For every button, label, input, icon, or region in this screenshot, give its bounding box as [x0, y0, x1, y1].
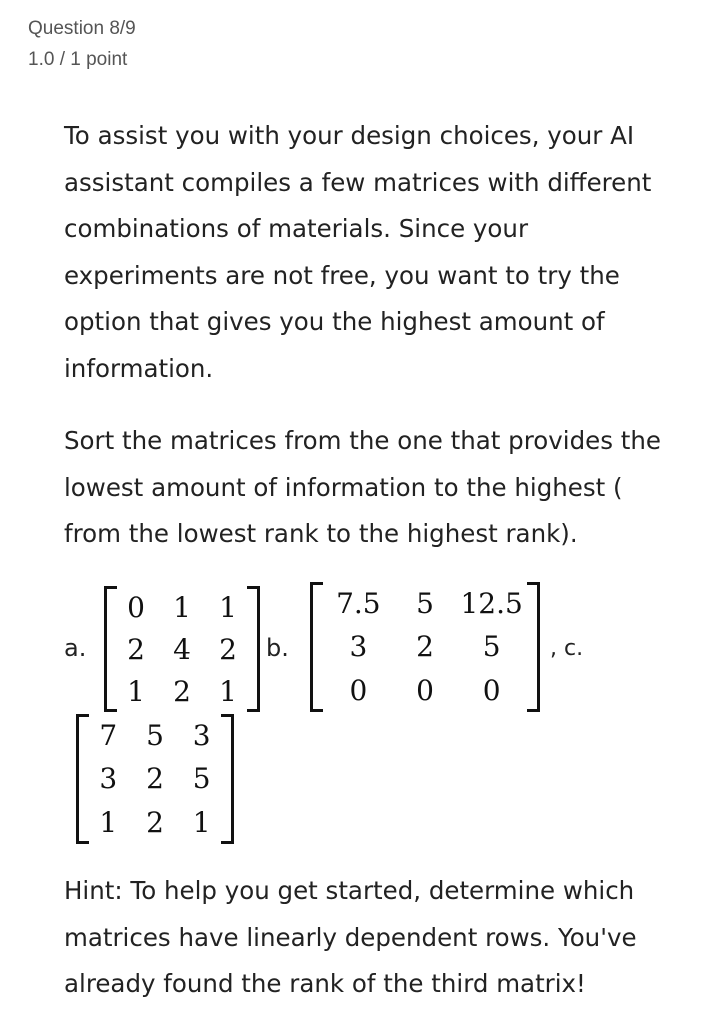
matrix-c-label: , c.	[550, 636, 584, 661]
matrix-cell: 1	[99, 805, 118, 839]
matrix-cell: 2	[173, 674, 191, 708]
question-intro: To assist you with your design choices, your AI assistant compiles a few matrices with different combinations of materials. Since your experiments are not free, you want to try the option that gives you the highest amount of information.	[64, 121, 652, 383]
matrix-cell: 3	[192, 719, 211, 753]
question-instruction: Sort the matrices from the one that provides the lowest amount of information to the highest ( from the lowest rank to the highest rank).	[64, 426, 661, 548]
matrix-b-label: b.	[266, 634, 289, 662]
matrix-cell: 2	[127, 632, 145, 666]
matrix-cell: 1	[219, 590, 237, 624]
matrix-a	[104, 586, 260, 712]
matrix-c	[76, 714, 234, 844]
matrix-cell: 5	[482, 630, 501, 664]
matrix-cell: 3	[349, 630, 368, 664]
matrix-cell: 7.5	[336, 587, 381, 621]
matrix-cell: 4	[173, 632, 191, 666]
matrix-cell: 1	[173, 590, 191, 624]
matrix-cell: 7	[99, 719, 118, 753]
matrix-cell: 1	[192, 805, 211, 839]
matrix-cell: 5	[416, 587, 434, 621]
matrix-cell: 12.5	[460, 587, 523, 621]
matrix-cell: 3	[99, 762, 118, 796]
matrix-cell: 2	[146, 805, 164, 839]
matrix-cell: 2	[219, 632, 237, 666]
matrix-cell: 2	[416, 630, 434, 664]
question-number: Question 8/9	[28, 18, 136, 39]
matrix-cell: 0	[349, 673, 368, 707]
matrix-b	[310, 582, 540, 712]
matrix-cell: 5	[146, 719, 164, 753]
matrix-cell: 1	[219, 674, 237, 708]
matrix-cell: 1	[127, 674, 145, 708]
hint-text: Hint: To help you get started, determine which matrices have linearly dependent rows. You've already found the rank of the third matrix!	[64, 876, 637, 998]
matrix-cell: 2	[146, 762, 164, 796]
matrix-cell: 0	[127, 590, 145, 624]
matrix-cell: 0	[482, 673, 501, 707]
matrix-cell: 0	[416, 673, 434, 707]
matrix-cell: 5	[192, 762, 211, 796]
matrix-a-label: a.	[64, 634, 87, 662]
question-score: 1.0 / 1 point	[28, 49, 128, 70]
